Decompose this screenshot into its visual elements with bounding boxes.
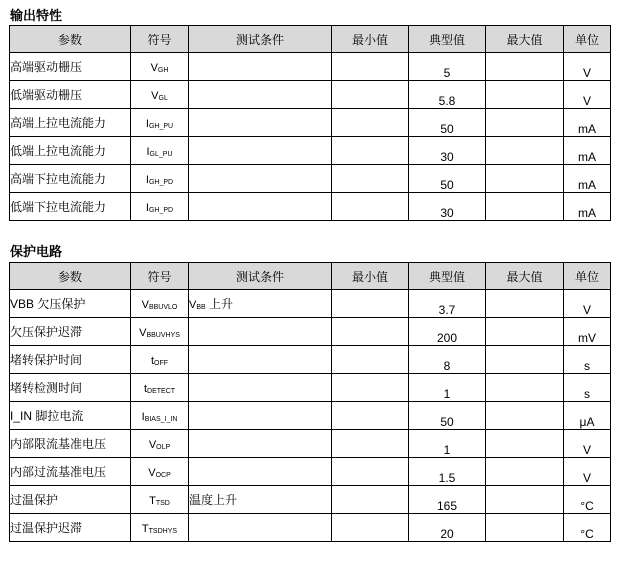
typ-cell: 30 [409,193,486,221]
typ-cell: 50 [409,165,486,193]
max-cell [486,486,564,514]
symbol-subscript: GH_PD [148,178,174,186]
table-row [10,374,611,402]
max-cell [486,137,564,165]
param-cell: 内部过流基准电压 [10,458,131,486]
unit-cell: °C [564,514,611,542]
symbol-cell [131,374,189,402]
unit-cell: V [564,290,611,318]
param-cell: 高端下拉电流能力 [10,165,131,193]
symbol-main: V [150,61,158,74]
symbol-main: T [141,522,149,535]
condition-symbol: V [189,299,197,311]
symbol-cell [131,193,189,221]
table-row [10,458,611,486]
min-cell [332,430,409,458]
symbol-main: V [151,89,159,102]
param-cell: 过温保护迟滞 [10,514,131,542]
param-cell: 内部限流基准电压 [10,430,131,458]
symbol-cell [131,165,189,193]
symbol-subscript: BIAS_I_IN [144,415,178,423]
symbol-cell [131,290,189,318]
symbol-main: I [146,145,150,158]
protection-section-title: 保护电路 [10,244,63,259]
typ-cell: 50 [409,402,486,430]
header-min: 最小值 [332,263,409,290]
symbol-subscript: GL_PU [149,150,173,158]
header-typ: 典型值 [409,263,486,290]
symbol-subscript: OLP [156,443,171,451]
symbol-main: T [149,494,156,507]
test-condition-cell [189,53,332,81]
header-param: 参数 [10,26,131,53]
param-cell: 低端上拉电流能力 [10,137,131,165]
symbol-main: V [148,466,156,479]
header-max: 最大值 [486,263,564,290]
table-row [10,137,611,165]
table-row [10,318,611,346]
typ-cell: 5.8 [409,81,486,109]
symbol-subscript: GL [158,94,168,102]
unit-cell: V [564,81,611,109]
table-header-row [10,26,611,53]
output-characteristics-table [9,25,611,221]
header-test-condition: 测试条件 [189,26,332,53]
test-condition-cell [189,290,332,318]
condition-text: 温度上升 [189,493,238,507]
typ-cell: 20 [409,514,486,542]
header-unit: 单位 [564,263,611,290]
test-condition-cell [189,193,332,221]
condition-text: 上升 [205,297,234,311]
symbol-cell [131,53,189,81]
table-row [10,290,611,318]
unit-cell: mA [564,165,611,193]
symbol-subscript: OFF [154,359,169,367]
typ-cell: 8 [409,346,486,374]
min-cell [332,346,409,374]
param-cell: 堵转检测时间 [10,374,131,402]
header-test-condition: 测试条件 [189,263,332,290]
symbol-subscript: TSD [155,499,170,507]
symbol-main: V [139,326,147,339]
symbol-cell [131,402,189,430]
table-row [10,346,611,374]
min-cell [332,290,409,318]
table-header-row [10,263,611,290]
typ-cell: 1 [409,430,486,458]
test-condition-cell [189,165,332,193]
symbol-cell [131,346,189,374]
param-cell: VBB 欠压保护 [10,290,131,318]
symbol-subscript: DETECT [147,387,176,395]
param-cell: 低端驱动栅压 [10,81,131,109]
unit-cell: mA [564,109,611,137]
param-cell: 低端下拉电流能力 [10,193,131,221]
symbol-main: t [150,354,155,367]
typ-cell: 1 [409,374,486,402]
param-cell: 过温保护 [10,486,131,514]
min-cell [332,514,409,542]
typ-cell: 5 [409,53,486,81]
max-cell [486,514,564,542]
min-cell [332,109,409,137]
symbol-main: I [141,410,145,423]
symbol-cell [131,318,189,346]
min-cell [332,486,409,514]
header-unit: 单位 [564,26,611,53]
condition-subscript: BB [196,304,206,311]
table-row [10,514,611,542]
header-max: 最大值 [486,26,564,53]
unit-cell: mA [564,193,611,221]
header-symbol: 符号 [131,263,189,290]
max-cell [486,81,564,109]
header-min: 最小值 [332,26,409,53]
min-cell [332,165,409,193]
symbol-main: V [141,298,149,311]
table-row [10,193,611,221]
symbol-subscript: OCP [155,471,171,479]
output-section-title: 输出特性 [10,8,63,23]
table-row [10,430,611,458]
unit-cell: V [564,430,611,458]
min-cell [332,402,409,430]
test-condition-cell [189,402,332,430]
param-cell: 堵转保护时间 [10,346,131,374]
min-cell [332,318,409,346]
max-cell [486,53,564,81]
symbol-cell [131,514,189,542]
typ-cell: 165 [409,486,486,514]
header-symbol: 符号 [131,26,189,53]
test-condition-cell [189,514,332,542]
table-row [10,165,611,193]
symbol-subscript: GH [157,66,169,74]
test-condition-cell [189,486,332,514]
symbol-subscript: GH_PD [148,206,174,214]
header-typ: 典型值 [409,26,486,53]
unit-cell: V [564,53,611,81]
header-param: 参数 [10,263,131,290]
typ-cell: 1.5 [409,458,486,486]
max-cell [486,193,564,221]
symbol-main: I [145,201,149,214]
min-cell [332,193,409,221]
test-condition-cell [189,109,332,137]
protection-circuit-table [9,262,611,542]
min-cell [332,458,409,486]
unit-cell: mV [564,318,611,346]
max-cell [486,290,564,318]
max-cell [486,318,564,346]
unit-cell: °C [564,486,611,514]
symbol-main: V [148,438,157,451]
table-row [10,109,611,137]
symbol-cell [131,81,189,109]
max-cell [486,458,564,486]
test-condition-cell [189,137,332,165]
unit-cell: μA [564,402,611,430]
test-condition-cell [189,81,332,109]
min-cell [332,137,409,165]
test-condition-cell [189,458,332,486]
test-condition-cell [189,430,332,458]
unit-cell: s [564,374,611,402]
symbol-main: t [143,382,148,395]
test-condition-cell [189,374,332,402]
unit-cell: mA [564,137,611,165]
max-cell [486,109,564,137]
unit-cell: V [564,458,611,486]
symbol-main: I [145,117,149,130]
table-row [10,402,611,430]
min-cell [332,81,409,109]
symbol-cell [131,458,189,486]
max-cell [486,346,564,374]
symbol-subscript: BBUVHYS [146,331,180,339]
symbol-subscript: TSDHYS [148,527,178,535]
test-condition-cell [189,346,332,374]
typ-cell: 200 [409,318,486,346]
typ-cell: 3.7 [409,290,486,318]
symbol-cell [131,430,189,458]
min-cell [332,53,409,81]
table-row [10,486,611,514]
symbol-main: I [145,173,149,186]
max-cell [486,165,564,193]
typ-cell: 50 [409,109,486,137]
param-cell: 欠压保护迟滞 [10,318,131,346]
min-cell [332,374,409,402]
symbol-subscript: BBUVLO [148,303,178,311]
param-cell: 高端上拉电流能力 [10,109,131,137]
max-cell [486,402,564,430]
symbol-cell [131,137,189,165]
typ-cell: 30 [409,137,486,165]
table-row [10,53,611,81]
unit-cell: s [564,346,611,374]
max-cell [486,374,564,402]
table-row [10,81,611,109]
symbol-cell [131,486,189,514]
symbol-cell [131,109,189,137]
param-cell: 高端驱动栅压 [10,53,131,81]
max-cell [486,430,564,458]
symbol-subscript: GH_PU [148,122,174,130]
test-condition-cell [189,318,332,346]
param-cell: I_IN 脚拉电流 [10,402,131,430]
